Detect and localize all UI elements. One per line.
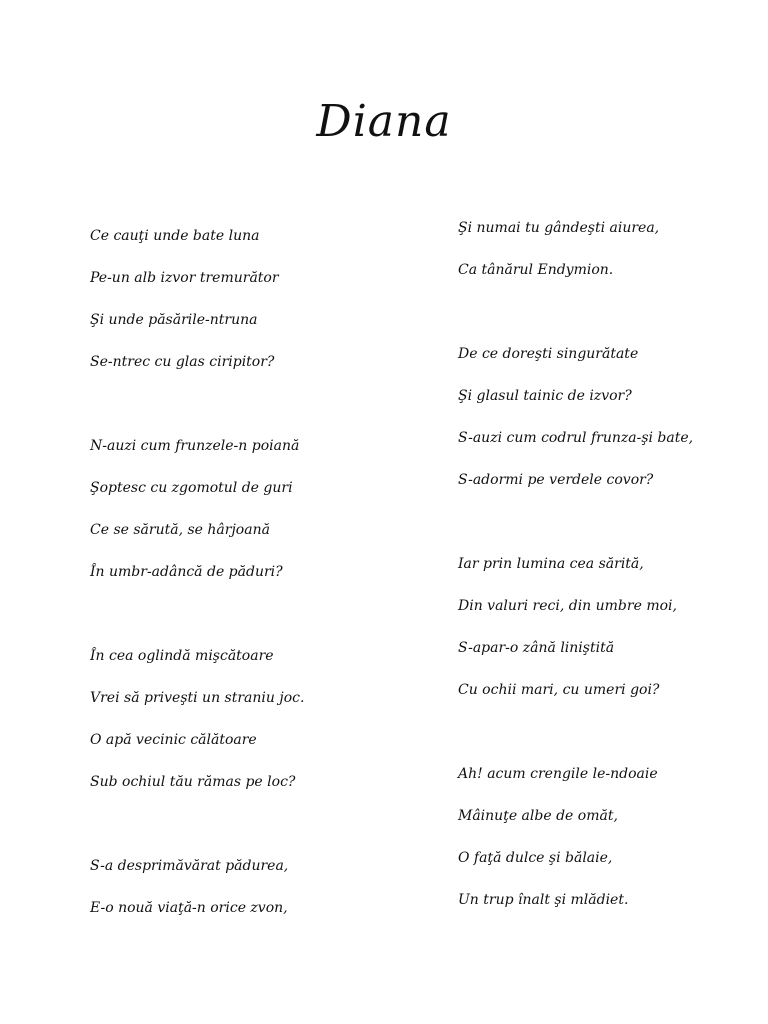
stanza	[458, 764, 758, 932]
poem-line: Ce cauţi unde bate luna	[90, 228, 260, 244]
poem-line: S-adormi pe verdele covor?	[458, 472, 654, 488]
poem-line: În umbr-adâncă de păduri?	[90, 564, 283, 580]
poem-line: Şoptesc cu zgomotul de guri	[90, 480, 293, 496]
poem-line: Iar prin lumina cea sărită,	[458, 556, 644, 572]
poem-line: Sub ochiul tău rămas pe loc?	[90, 774, 296, 790]
poem-line: Un trup înalt şi mlădiet.	[458, 892, 629, 908]
poem-line: În cea oglindă mişcătoare	[90, 648, 274, 664]
poem-line: Cu ochii mari, cu umeri goi?	[458, 682, 660, 698]
poem-line: Ca tânărul Endymion.	[458, 262, 614, 278]
poem-title: Diana	[316, 96, 452, 147]
poem-line: E-o nouă viaţă-n orice zvon,	[90, 900, 288, 916]
stanza	[458, 218, 758, 302]
stanza	[458, 554, 758, 722]
poem-line: Şi numai tu gândeşti aiurea,	[458, 220, 660, 236]
stanza	[90, 646, 410, 814]
poem-line: O apă vecinic călătoare	[90, 732, 257, 748]
stanza	[90, 226, 410, 394]
stanza	[90, 436, 410, 604]
poem-line: S-apar-o zână liniştită	[458, 640, 615, 656]
poem-line: De ce doreşti singurătate	[458, 346, 639, 362]
poem-line: Mâinuţe albe de omăt,	[458, 808, 618, 824]
poem-line: S-auzi cum codrul frunza-şi bate,	[458, 430, 694, 446]
stanza	[90, 856, 410, 940]
poem-line: Vrei să priveşti un straniu joc.	[90, 690, 305, 706]
poem-line: Pe-un alb izvor tremurător	[90, 270, 279, 286]
poem-line: S-a desprimăvărat pădurea,	[90, 858, 289, 874]
poem-line: Şi unde păsările-ntruna	[90, 312, 258, 328]
poem-line: N-auzi cum frunzele-n poiană	[90, 438, 300, 454]
poem-column-left	[90, 226, 410, 982]
poem-line: Şi glasul tainic de izvor?	[458, 388, 632, 404]
stanza	[458, 344, 758, 512]
poem-column-right	[458, 218, 758, 974]
poem-line: Ah! acum crengile le-ndoaie	[458, 766, 658, 782]
poem-line: Ce se sărută, se hârjoană	[90, 522, 270, 538]
poem-line: Din valuri reci, din umbre moi,	[458, 598, 677, 614]
poem-line: O faţă dulce şi bălaie,	[458, 850, 613, 866]
poem-line: Se-ntrec cu glas ciripitor?	[90, 354, 275, 370]
